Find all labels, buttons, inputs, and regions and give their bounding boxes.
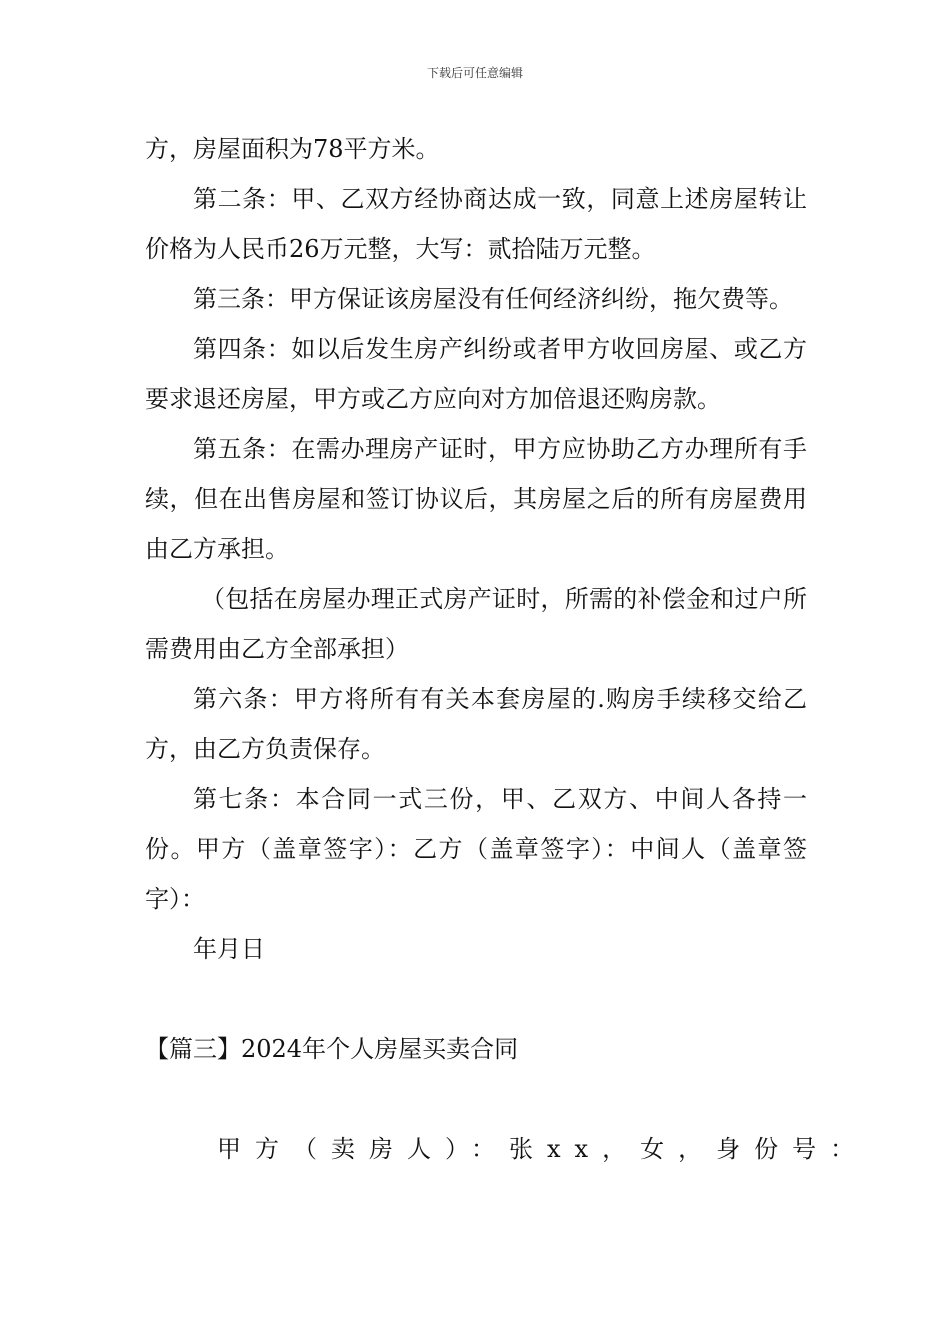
paragraph-article-5-note: （包括在房屋办理正式房产证时，所需的补偿金和过户所需费用由乙方全部承担） [145, 585, 807, 663]
section-title: 【篇三】2024年个人房屋买卖合同 [145, 1035, 519, 1063]
paragraph-article-7: 第七条：本合同一式三份，甲、乙双方、中间人各持一份。甲方（盖章签字）：乙方（盖章签字）：中间人（盖章签字）： [145, 785, 807, 913]
paragraph-date: 年月日 [193, 935, 265, 963]
paragraph-article-3: 第三条：甲方保证该房屋没有任何经济纠纷，拖欠费等。 [193, 285, 793, 313]
document-body [145, 124, 869, 1174]
paragraph-article-2: 第二条：甲、乙双方经协商达成一致，同意上述房屋转让价格为人民币26万元整，大写：贰拾陆万元整。 [145, 185, 807, 263]
spacer [145, 974, 807, 1024]
paragraph-article-4: 第四条：如以后发生房产纠纷或者甲方收回房屋、或乙方要求退还房屋，甲方或乙方应向对方加倍退还购房款。 [145, 335, 807, 413]
party-a-line: 甲方（卖房人）：张xx，女，身份号： [217, 1135, 869, 1163]
spacer [145, 1074, 807, 1124]
paragraph-article-6: 第六条：甲方将所有有关本套房屋的.购房手续移交给乙方，由乙方负责保存。 [145, 685, 807, 763]
page-header: 下载后可任意编辑 [426, 66, 523, 80]
paragraph-area: 方，房屋面积为78平方米。 [145, 135, 440, 163]
paragraph-article-5: 第五条：在需办理房产证时，甲方应协助乙方办理所有手续，但在出售房屋和签订协议后，其房屋之后的所有房屋费用由乙方承担。 [145, 435, 807, 563]
